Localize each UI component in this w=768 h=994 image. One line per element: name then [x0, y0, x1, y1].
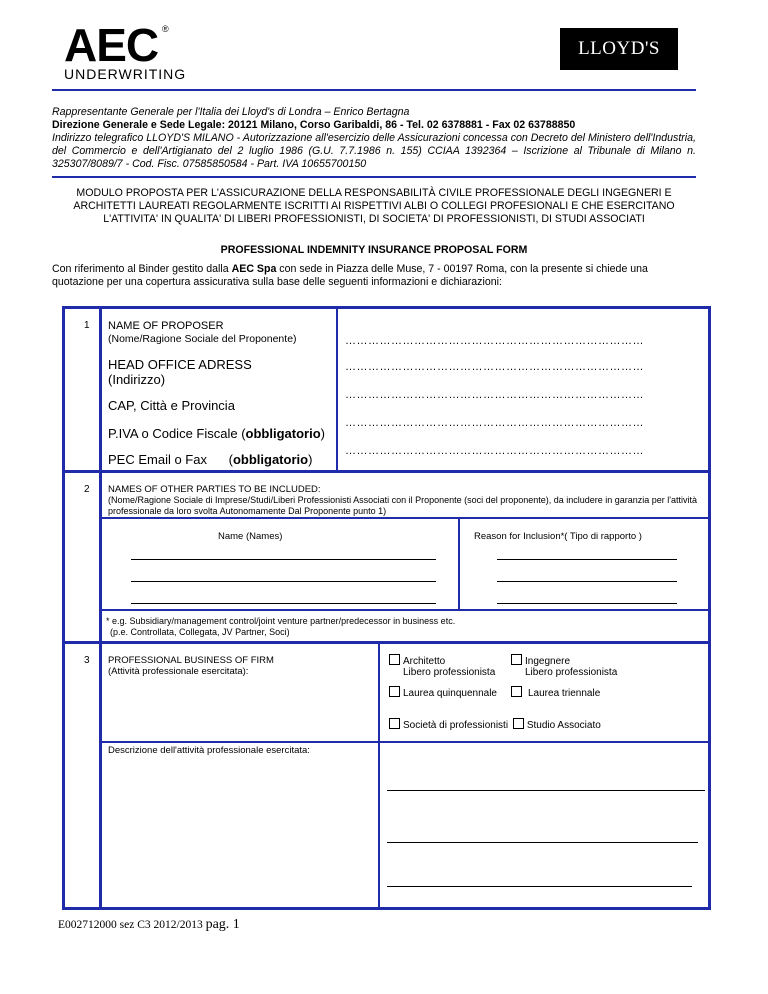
architetto-checkbox[interactable] — [389, 654, 400, 665]
inclusion-note — [106, 616, 455, 638]
studio-label: Studio Associato — [526, 720, 601, 731]
section-2-number: 2 — [84, 484, 90, 495]
other-parties-header — [108, 484, 704, 517]
form-code: E002712000 sez C3 2012/2013 — [58, 919, 203, 931]
piva-label — [108, 426, 325, 441]
description-line-1[interactable] — [387, 790, 705, 791]
lloyds-logo: LLOYD'S — [560, 28, 678, 70]
piva-close: ) — [320, 426, 325, 441]
societa-checkbox[interactable] — [389, 718, 400, 729]
piva-text: P.IVA o Codice Fiscale ( — [108, 426, 246, 441]
description-label: Descrizione dell'attività professionale esercitata: — [108, 745, 310, 756]
societa-label: Società di professionisti — [403, 720, 509, 731]
page-footer — [58, 917, 240, 933]
intro-paragraph — [52, 263, 696, 289]
architetto-label: Architetto — [403, 656, 446, 667]
option-architetto[interactable] — [389, 654, 495, 678]
inclusion-note-1: * e.g. Subsidiary/management control/joint venture partner/predecessor in business etc. — [106, 616, 456, 626]
proposer-name-title: NAME OF PROPOSER — [108, 320, 224, 332]
other-parties-title: NAMES OF OTHER PARTIES TO BE INCLUDED: — [108, 484, 321, 495]
business-sub: (Attività professionale esercitata): — [108, 666, 249, 677]
header-line-3: Indirizzo telegrafico LLOYD'S MILANO - Autorizzazione all'esercizio delle Assicurazioni concessa con Decreto del Ministero dell'Industria, del Commercio e dell'Artigianato del 2 luglio 1986 (G.U. 7.7.1986 n. 155) CCIAA 1392364 – Iscrizione al Tribunale di Milano n. 325307/8089/7 - Cod. Fisc. 07585850584 - Part. IVA 10655700150 — [52, 132, 696, 170]
modulo-title: MODULO PROPOSTA PER L'ASSICURAZIONE DELLA RESPONSABILITÀ CIVILE PROFESSIONALE DEGLI INGEGNERI E ARCHITETTI LAUREATI REGOLARMENTE ISCRITTI AI RISPETTIVI ALBI O COLLEGI PROFESIONALI E CHE ESERCITANO L'ATTIVITA' IN QUALITA' DI LIBERI PROFESSIONISTI, DI SOCIETA' DI PROFESSIONISTI, DI STUDI ASSOCIATI — [73, 187, 675, 225]
option-triennale[interactable] — [511, 686, 600, 699]
page-number: pag. 1 — [205, 917, 240, 932]
company-header — [52, 106, 696, 171]
intro-pre: Con riferimento al Binder gestito dalla — [52, 263, 232, 275]
pec-label: PEC Email o Fax (obbligatorio) — [108, 452, 313, 467]
pec-required: obbligatorio — [232, 452, 309, 467]
proposer-name-label — [108, 320, 297, 346]
header-line-1: Rappresentante Generale per l'Italia dei Lloyd's di Londra – Enrico Bertagna — [52, 106, 410, 118]
address-title: HEAD OFFICE ADRESS — [108, 357, 252, 372]
intro-bold: AEC Spa — [231, 263, 277, 275]
header-rule-2 — [52, 176, 696, 178]
quinquennale-label: Laurea quinquennale — [403, 688, 497, 699]
section-1-number: 1 — [84, 320, 90, 331]
pec-text: PEC Email o Fax — [108, 452, 207, 467]
section-3-number: 3 — [84, 655, 90, 666]
pec-field[interactable]: …………………………………………………………………… — [345, 445, 644, 457]
studio-checkbox[interactable] — [513, 718, 524, 729]
description-line-3[interactable] — [387, 886, 692, 887]
triennale-label: Laurea triennale — [528, 688, 601, 699]
option-ingegnere[interactable] — [511, 654, 617, 678]
party-reason-line-1[interactable] — [497, 559, 677, 560]
col-reason-header: Reason for Inclusion*( Tipo di rapporto ) — [474, 531, 642, 542]
piva-field[interactable]: …………………………………………………………………… — [345, 417, 644, 429]
registered-mark: ® — [162, 24, 169, 34]
other-parties-sub: (Nome/Ragione Sociale di Imprese/Studi/Liberi Professionisti Associati con il Proponente (soci del proponente), da includere in garanzia per l'attività professionale da loro svolta Autonomamente Dal Proponente punto 1) — [108, 495, 698, 516]
option-quinquennale[interactable] — [389, 686, 497, 699]
business-title: PROFESSIONAL BUSINESS OF FIRM — [108, 655, 274, 666]
proposer-name-sub: (Nome/Ragione Sociale del Proponente) — [108, 333, 297, 345]
party-name-line-2[interactable] — [131, 581, 436, 582]
party-name-line-1[interactable] — [131, 559, 436, 560]
address-field[interactable]: …………………………………………………………………… — [345, 361, 644, 373]
architetto-sub: Libero professionista — [403, 667, 496, 678]
ingegnere-label: Ingegnere — [525, 656, 571, 667]
aec-logo-text: AEC — [64, 19, 159, 71]
header-rule — [52, 89, 696, 91]
address-sub: (Indirizzo) — [108, 372, 166, 387]
cap-field[interactable]: …………………………………………………………………… — [345, 389, 644, 401]
proposal-title: PROFESSIONAL INDEMNITY INSURANCE PROPOSAL FORM — [220, 244, 528, 256]
party-reason-line-2[interactable] — [497, 581, 677, 582]
header-line-2: Direzione Generale e Sede Legale: 20121 Milano, Corso Garibaldi, 86 - Tel. 02 6378881 - Fax 02 63788850 — [52, 119, 576, 131]
ingegnere-checkbox[interactable] — [511, 654, 522, 665]
quinquennale-checkbox[interactable] — [389, 686, 400, 697]
col-name-header: Name (Names) — [218, 531, 283, 542]
proposer-name-field[interactable]: …………………………………………………………………… — [345, 335, 644, 347]
ingegnere-sub: Libero professionista — [525, 667, 618, 678]
piva-required: obbligatorio — [245, 426, 321, 441]
party-name-line-3[interactable] — [131, 603, 436, 604]
intro-post: con sede in Piazza delle Muse, 7 - 00197 Roma, con la presente si chiede una quotazione per una copertura assicurativa sulla base delle seguenti informazioni e dichiarazioni: — [52, 263, 648, 288]
business-label — [108, 655, 274, 677]
triennale-checkbox[interactable] — [511, 686, 522, 697]
inclusion-note-2: (p.e. Controllata, Collegata, JV Partner, Soci) — [110, 627, 290, 637]
address-label — [108, 357, 252, 387]
cap-label: CAP, Città e Provincia — [108, 398, 235, 413]
party-reason-line-3[interactable] — [497, 603, 677, 604]
description-line-2[interactable] — [387, 842, 698, 843]
option-societa[interactable] — [389, 718, 601, 731]
aec-logo — [64, 19, 187, 82]
aec-logo-subtext: UNDERWRITING — [64, 66, 187, 82]
